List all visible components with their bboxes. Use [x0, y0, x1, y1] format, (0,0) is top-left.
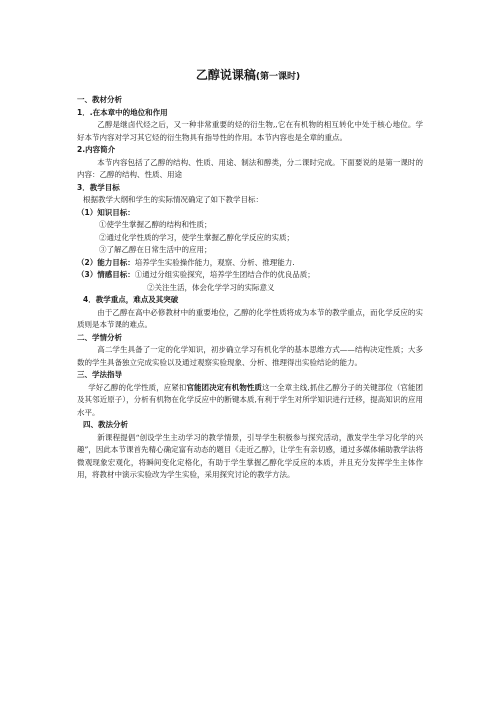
knowledge-goal-item-1: ①使学生掌握乙醇的结构和性质；	[99, 220, 212, 229]
title-subtitle: (第一课时)	[255, 72, 301, 82]
emotion-goal	[77, 269, 423, 282]
section-1-3-heading: 3．教学目标	[77, 182, 120, 192]
title-main: 乙醇说课稿	[195, 68, 256, 82]
emotion-goal-item-1: ①通过分组实验探究，培养学生团结合作的优良品质；	[134, 270, 315, 279]
knowledge-goal-item-2: ②通过化学性质的学习，使学生掌握乙醇化学反应的实质；	[99, 232, 294, 242]
emotion-goal-label: （3）情感目标：	[77, 270, 135, 279]
section-1-1-heading: 1．.在本章中的地位和作用	[77, 107, 168, 117]
section-2-heading: 二、学情分析	[77, 332, 122, 342]
section-3-emphasis: 官能团决定有机物性质	[186, 382, 262, 392]
section-1-4-paragraph: 由于乙醇在高中必修教材中的重要地位，乙醇的化学性质将成为本节的教学重点，而化学反应的实质则是本节课的难点。	[77, 307, 423, 329]
knowledge-goal-label: （1）知识目标：	[77, 207, 135, 217]
knowledge-goal-item-3: ③了解乙醇在日常生活中的应用；	[99, 245, 212, 254]
section-1-2-heading: 2.内容简介	[77, 145, 116, 154]
section-1-heading: 一、教材分析	[77, 95, 122, 104]
document-title	[0, 66, 496, 83]
section-4-paragraph: 新课程提倡“创设学生主动学习的教学情景，引导学生积极参与探究活动，激发学生学习化学的兴趣”，因此本节课首先精心确定富有动态的题目《走近乙醇》，让学生有亲切感，通过多媒体辅助教学法将微观现象宏观化，将瞬间变化定格化，有助于学生掌握乙醇化学反应的本质，并且充分发挥学生主体作用，将教材中演示实验改为学生实验，采用探究讨论的教学方法。	[77, 432, 423, 479]
section-1-4-heading: 4．教学重点，难点及其突破	[83, 295, 179, 304]
ability-goal-text: 培养学生实验操作能力，观察、分析、推理能力.	[134, 257, 295, 267]
document-body	[77, 94, 423, 482]
objectives-intro: 根据教学大纲和学生的实际情况确定了如下教学目标：	[83, 195, 263, 204]
ability-goal	[77, 257, 423, 270]
section-1-1-paragraph: 乙醇是继卤代烃之后，又一种非常重要的烃的衍生物,,它在有机物的相互转化中处于核心地位。学好本节内容对学习其它烃的衍生物具有指导性的作用。本节内容也是全章的重点。	[77, 120, 423, 142]
emotion-goal-item-2: ②关注生活，体会化学学习的实际意义	[147, 282, 275, 292]
section-4-heading: 四、教法分析	[83, 420, 128, 429]
section-3-paragraph: 学好乙醇的化学性质，应紧扣官能团决定有机物性质这一全章主线,抓住乙醇分子的关键部位（官能团及其邻近原子），分析有机物在化学反应中的断键本质,有利于学生对所学知识进行迁移，提高知识的应用水平。	[77, 382, 424, 417]
section-3-heading: 三、学法指导	[77, 370, 122, 379]
section-1-2-paragraph: 本节内容包括了乙醇的结构、性质、用途、制法和醇类，分二课时完成。下面要说的是第一课时的内容：乙醇的结构、性质、用途	[77, 157, 423, 179]
section-2-paragraph: 高二学生具备了一定的化学知识，初步确立学习有机化学的基本思维方式——结构决定性质；大多数的学生具备独立完成实验以及通过观察实验现象、分析、推理得出实验结论的能力。	[77, 345, 423, 367]
ability-goal-label: （2）能力目标：	[77, 257, 135, 267]
